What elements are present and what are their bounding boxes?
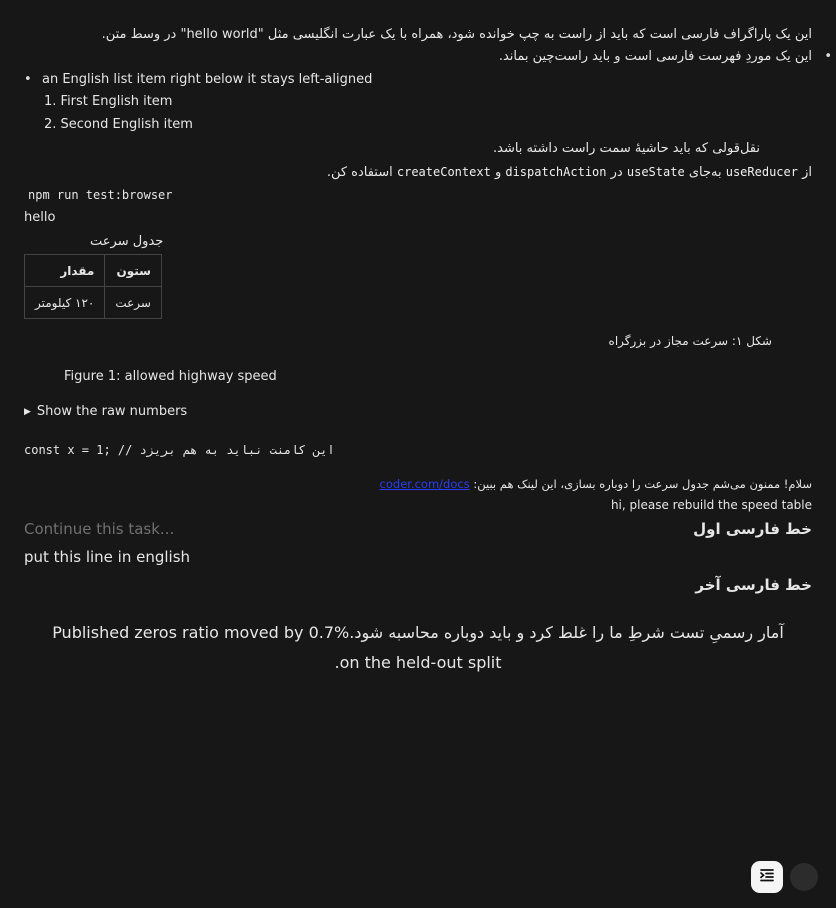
code-use-state: useState — [626, 165, 685, 179]
ordered-item-2: 2. Second English item — [44, 117, 193, 132]
table-cell: ۱۲۰ کیلومتر — [25, 287, 105, 319]
table-header-row — [25, 255, 162, 287]
ordered-item-1: 1. First English item — [44, 94, 173, 109]
docs-link[interactable]: coder.com/docs — [379, 477, 470, 491]
circle-button[interactable] — [790, 863, 818, 891]
chat-message-en: hi, please rebuild the speed table — [610, 498, 812, 512]
chat-message-fa — [380, 477, 812, 491]
details-toggle[interactable] — [24, 404, 187, 419]
list-indent-icon — [759, 868, 775, 886]
table-header-value: مقدار — [25, 255, 105, 287]
hello-text: hello — [24, 210, 56, 225]
code-para-post: استفاده کن. — [326, 165, 393, 180]
chat-fa-text: سلام! ممنون می‌شم جدول سرعت را دوباره بسازی، این لینک هم ببین: — [473, 477, 812, 491]
details-summary: Show the raw numbers — [36, 404, 188, 419]
list-item-en: • an English list item right below it stays left-aligned — [42, 72, 372, 87]
table-row — [25, 287, 162, 319]
speed-table — [24, 254, 162, 319]
figure-caption-fa: شکل ۱: سرعت مجاز در بزرگراه — [608, 334, 772, 348]
code-line: const x = 1; // این کامنت نباید به هم بریزد — [24, 443, 335, 457]
en-line: put this line in english — [24, 548, 191, 566]
mixed-paragraph: آمار رسمیِ تست شرطِ ما را غلط کرد و باید دوباره محاسبه شود.Published zeros ratio moved by 0.7% on the held-out split. — [52, 623, 784, 672]
triangle-right-icon: ▶ — [24, 407, 31, 417]
paragraph-fa: این یک پاراگراف فارسی است که باید از راست به چپ خوانده شود، همراه با یک عبارت انگلیسی مثل "hello world" در وسط متن. — [101, 27, 812, 42]
code-dispatch-action: dispatchAction — [505, 165, 607, 179]
blockquote-fa: نقل‌قولی که باید حاشیهٔ سمت راست داشته باشد. — [493, 141, 760, 156]
code-create-context: createContext — [396, 165, 491, 179]
code-para-mid3: و — [494, 165, 502, 180]
fa-line-last: خط فارسی آخر — [695, 576, 812, 594]
table-header-column: ستون — [105, 255, 162, 287]
table-cell: سرعت — [105, 287, 162, 319]
command-block: npm run test:browser — [28, 188, 173, 202]
list-item-fa: این یک موردِ فهرست فارسی است و باید راست‌چین بماند. • — [499, 49, 812, 64]
code-para-mid1: به‌جای — [688, 165, 722, 180]
table-caption: جدول سرعت — [90, 234, 164, 249]
code-para-mid2: در — [610, 165, 623, 180]
code-para-pre: از — [802, 165, 812, 180]
fa-line-first: خط فارسی اول — [693, 520, 812, 538]
code-use-reducer: useReducer — [725, 165, 798, 179]
list-indent-button[interactable] — [751, 861, 783, 893]
figure-caption-en: Figure 1: allowed highway speed — [64, 369, 277, 384]
code-paragraph — [327, 165, 812, 180]
task-input[interactable]: Continue this task... — [24, 520, 175, 538]
